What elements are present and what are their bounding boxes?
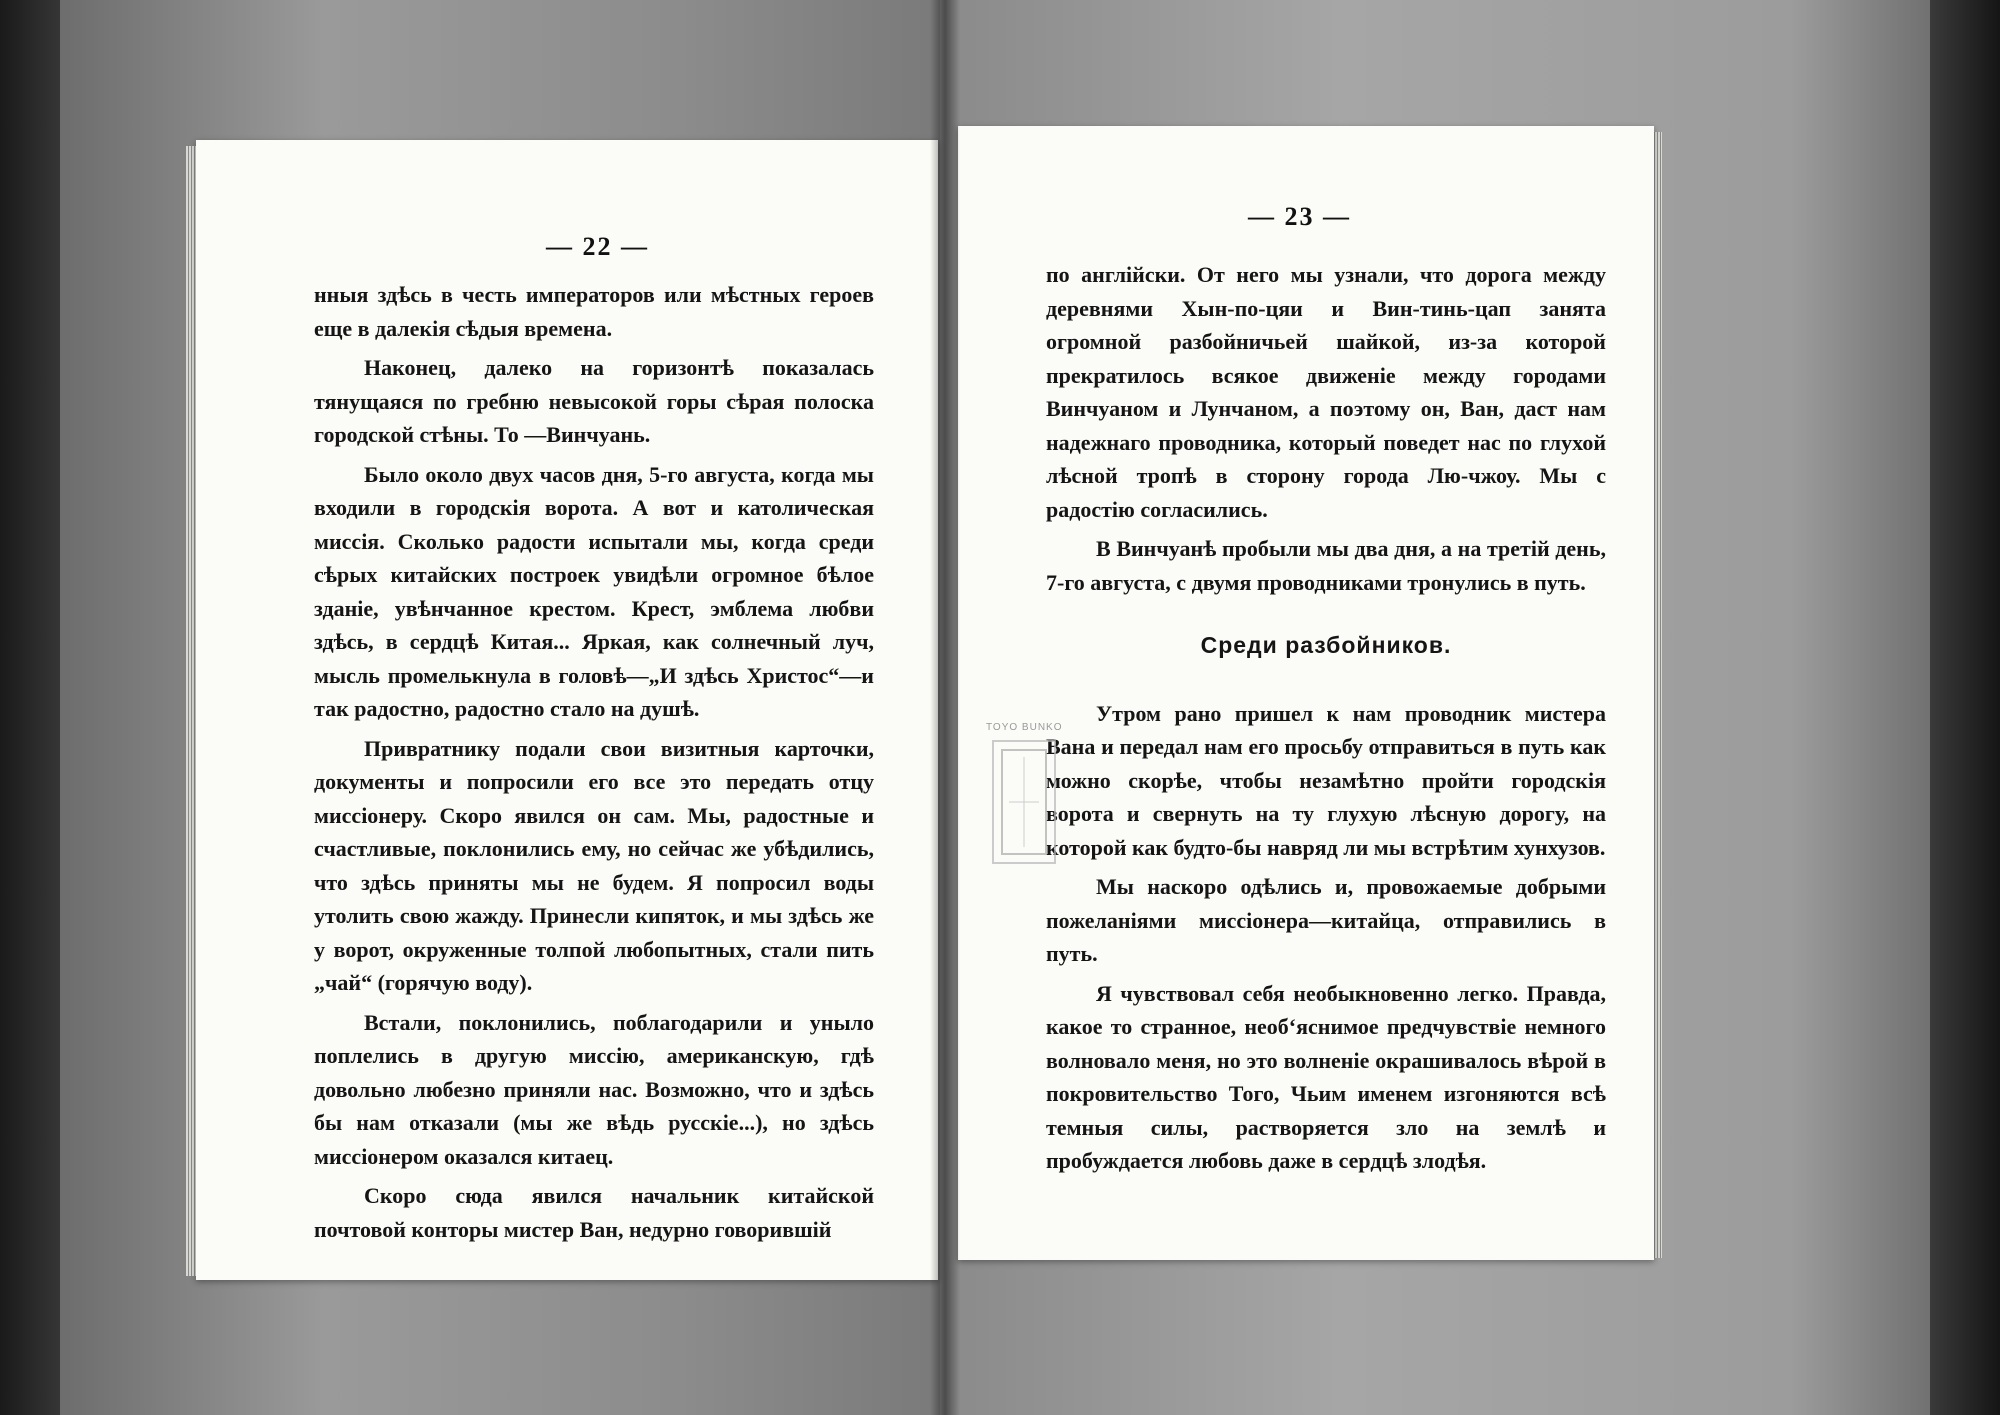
paragraph: Утром рано пришел к нам проводник мистера Вана и передал нам его просьбу отправиться в путь как можно скорѣе, чтобы незамѣтно пройти городскія ворота и свернуть на ту глухую лѣсную дорогу, на которой как будто-бы навряд ли мы встрѣтим хунхузов. [1046, 700, 1606, 860]
paragraph: нныя здѣсь в честь императоров или мѣстных героев еще в далекія сѣдыя времена. [314, 282, 874, 341]
paragraph: Мы наскоро одѣлись и, провожаемые добрыми пожеланіями миссіонера—китайца, отправились в путь. [1046, 874, 1606, 966]
library-stamp-icon [992, 740, 1056, 864]
paragraph: Привратнику подали свои визитныя карточки, документы и попросили его все это передать отцу миссіонеру. Скоро явился он сам. Мы, радостные и счастливые, поклонились ему, но сейчас же убѣдились, что здѣсь приняты мы не будем. Я попросил воды утолить свою жажду. Принесли кипяток, и мы здѣсь же у ворот, окруженные толпой любопытных, стали пить „чай“ (горячую воду). [314, 735, 874, 995]
page-number: — 22 — [546, 232, 649, 261]
page-number: — 23 — [1248, 202, 1351, 231]
dark-border-right [1930, 0, 2000, 1415]
paragraph: В Винчуанѣ пробыли мы два дня, а на третій день, 7-го августа, с двумя проводниками тронулись в путь. [1046, 536, 1606, 595]
page-text [1046, 258, 1606, 1184]
book-page-right [958, 126, 1654, 1260]
page-text [314, 278, 874, 1252]
library-stamp-label: TOYO BUNKO [986, 722, 1063, 733]
paragraph: Было около двух часов дня, 5-го августа, когда мы входили в городскія ворота. А вот и католическая миссія. Сколько радости испытали мы, когда среди сѣрых китайских построек увидѣли огромное бѣлое зданіе, увѣнчанное крестом. Крест, эмблема любви здѣсь, в сердцѣ Китая... Яркая, как солнечный луч, мысль промелькнула в головѣ—„И здѣсь Христос“—и так радостно, радостно стало на душѣ. [314, 461, 874, 721]
book-page-left [196, 140, 938, 1280]
paragraph: Скоро сюда явился начальник китайской почтовой конторы мистер Ван, недурно говорившій [314, 1183, 874, 1242]
paragraph: по англійски. От него мы узнали, что дорога между деревнями Хын-по-цяи и Вин-тинь-цап занята огромной разбойничьей шайкой, из-за которой прекратилось всякое движеніе между городами Винчуаном и Лунчаном, а поэтому он, Ван, даст нам надежнаго проводника, который поведет нас по глухой лѣсной тропѣ в сторону города Лю-чжоу. Мы с радостію согласились. [1046, 262, 1606, 522]
section-heading: Среди разбойников. [1200, 632, 1452, 658]
book-gutter [930, 0, 960, 1415]
paragraph: Я чувствовал себя необыкновенно легко. Правда, какое то странное, необ‘яснимое предчувствіе немного волновало меня, но это волненіе окрашивалось вѣрой в покровительство Того, Чьим именем изгоняются всѣ темныя силы, растворяется зло на землѣ и пробуждается любовь даже в сердцѣ злодѣя. [1046, 980, 1606, 1173]
paragraph: Наконец, далеко на горизонтѣ показалась тянущаяся по гребню невысокой горы сѣрая полоска городской стѣны. То —Винчуань. [314, 355, 874, 447]
paragraph: Встали, поклонились, поблагодарили и уныло поплелись в другую миссію, американскую, гдѣ довольно любезно приняли нас. Возможно, что и здѣсь бы нам отказали (мы же вѣдь русскіе...), но здѣсь миссіонером оказался китаец. [314, 1009, 874, 1169]
